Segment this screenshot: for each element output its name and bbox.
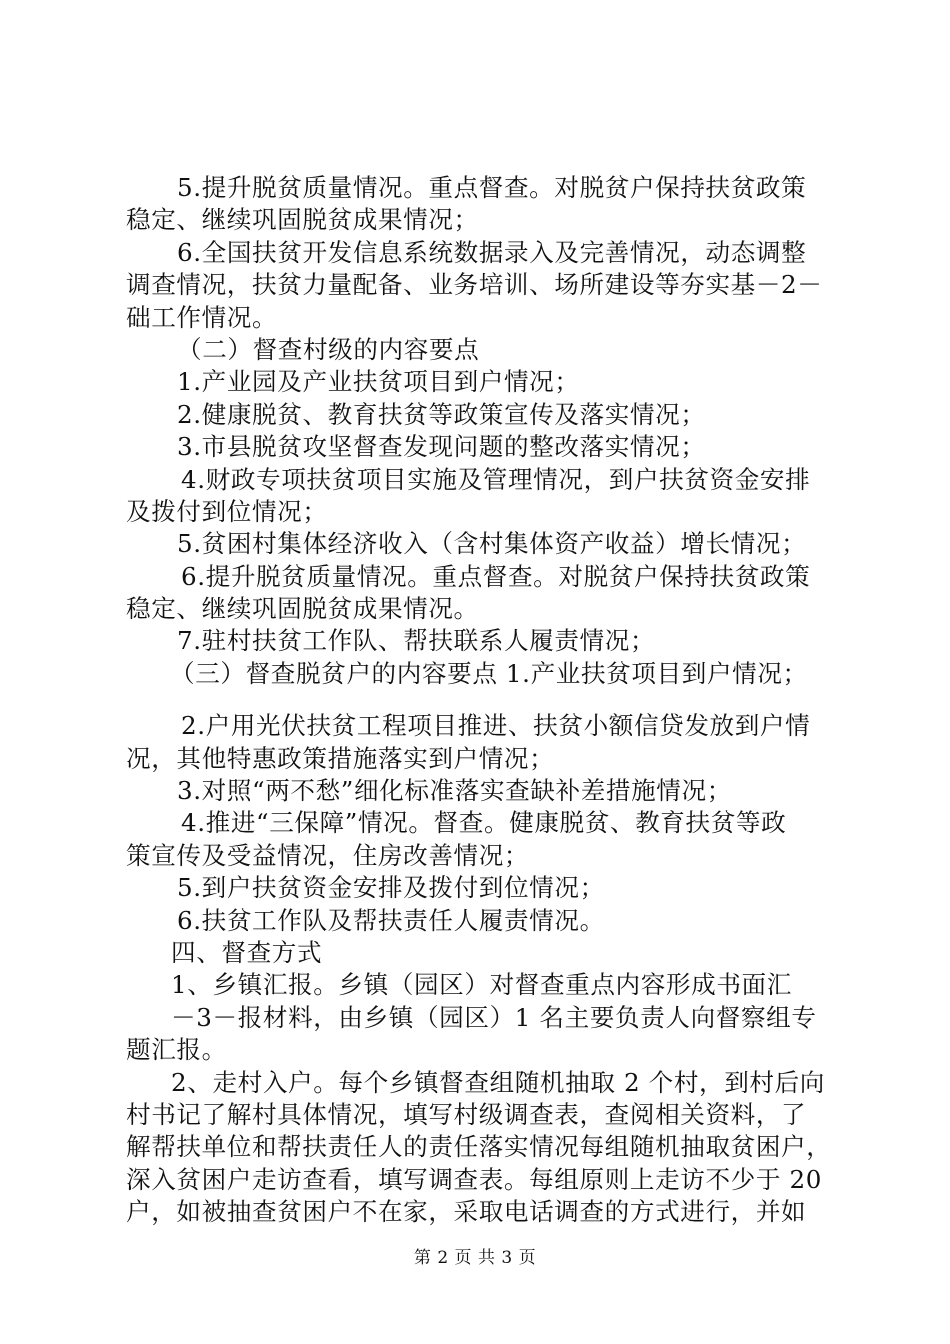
page-footer: 第 2 页 共 3 页: [413, 1248, 537, 1268]
paragraph-line: 3.市县脱贫攻坚督查发现问题的整改落实情况；: [177, 432, 706, 462]
paragraph-line: 稳定、继续巩固脱贫成果情况。: [126, 594, 479, 624]
paragraph-line: 4.财政专项扶贫项目实施及管理情况，到户扶贫资金安排: [181, 464, 811, 494]
paragraph-line: 6.提升脱贫质量情况。重点督查。对脱贫户保持扶贫政策: [181, 561, 811, 591]
blank-line: [126, 690, 836, 710]
paragraph-line: 题汇报。: [126, 1035, 227, 1065]
paragraph-line: －3－报材料，由乡镇（园区）1 名主要负责人向督察组专: [171, 1002, 817, 1032]
paragraph-line: 6.全国扶贫开发信息系统数据录入及完善情况，动态调整: [177, 237, 807, 267]
paragraph-line: 5.提升脱贫质量情况。重点督查。对脱贫户保持扶贫政策: [177, 173, 807, 202]
paragraph-line: 7.驻村扶贫工作队、帮扶联系人履责情况；: [177, 626, 656, 656]
paragraph-line: 4.推进“三保障”情况。督查。健康脱贫、教育扶贫等政: [181, 808, 787, 838]
paragraph-line: 稳定、继续巩固脱贫成果情况；: [126, 205, 479, 235]
paragraph-line: 6.扶贫工作队及帮扶责任人履责情况。: [177, 905, 605, 935]
paragraph-line: 础工作情况。: [126, 302, 278, 332]
section-heading: （二）督查村级的内容要点: [177, 334, 480, 364]
document-body: [126, 172, 836, 1229]
paragraph-line: 5.到户扶贫资金安排及拨付到位情况；: [177, 873, 605, 903]
paragraph-line: 2.健康脱贫、教育扶贫等政策宣传及落实情况；: [177, 399, 706, 429]
paragraph-line: 村书记了解村具体情况，填写村级调查表，查阅相关资料，了: [126, 1099, 807, 1129]
paragraph-line: 1、乡镇汇报。乡镇（园区）对督查重点内容形成书面汇: [171, 970, 792, 1000]
paragraph-line: 5.贫困村集体经济收入（含村集体资产收益）增长情况；: [177, 529, 807, 559]
paragraph-line: 调查情况，扶贫力量配备、业务培训、场所建设等夯实基－2－: [126, 270, 823, 300]
section-heading: 四、督查方式: [171, 937, 323, 967]
paragraph-line: 户，如被抽查贫困户不在家，采取电话调查的方式进行，并如: [126, 1197, 807, 1227]
paragraph-line: 2.户用光伏扶贫工程项目推进、扶贫小额信贷发放到户情: [181, 711, 811, 741]
paragraph-line: 策宣传及受益情况，住房改善情况；: [126, 840, 530, 870]
section-heading: （三）督查脱贫户的内容要点 1.产业扶贫项目到户情况；: [170, 658, 808, 688]
paragraph-line: 2、走村入户。每个乡镇督查组随机抽取 2 个村，到村后向: [171, 1067, 825, 1097]
paragraph-line: 1.产业园及产业扶贫项目到户情况；: [177, 367, 580, 397]
paragraph-line: 3.对照“两不愁”细化标准落实查缺补差措施情况；: [177, 776, 732, 806]
paragraph-line: 及拨付到位情况；: [126, 496, 328, 526]
paragraph-line: 况，其他特惠政策措施落实到户情况；: [126, 743, 555, 773]
paragraph-line: 解帮扶单位和帮扶责任人的责任落实情况每组随机抽取贫困户，: [126, 1132, 832, 1162]
paragraph-line: 深入贫困户走访查看，填写调查表。每组原则上走访不少于 20: [126, 1164, 822, 1194]
